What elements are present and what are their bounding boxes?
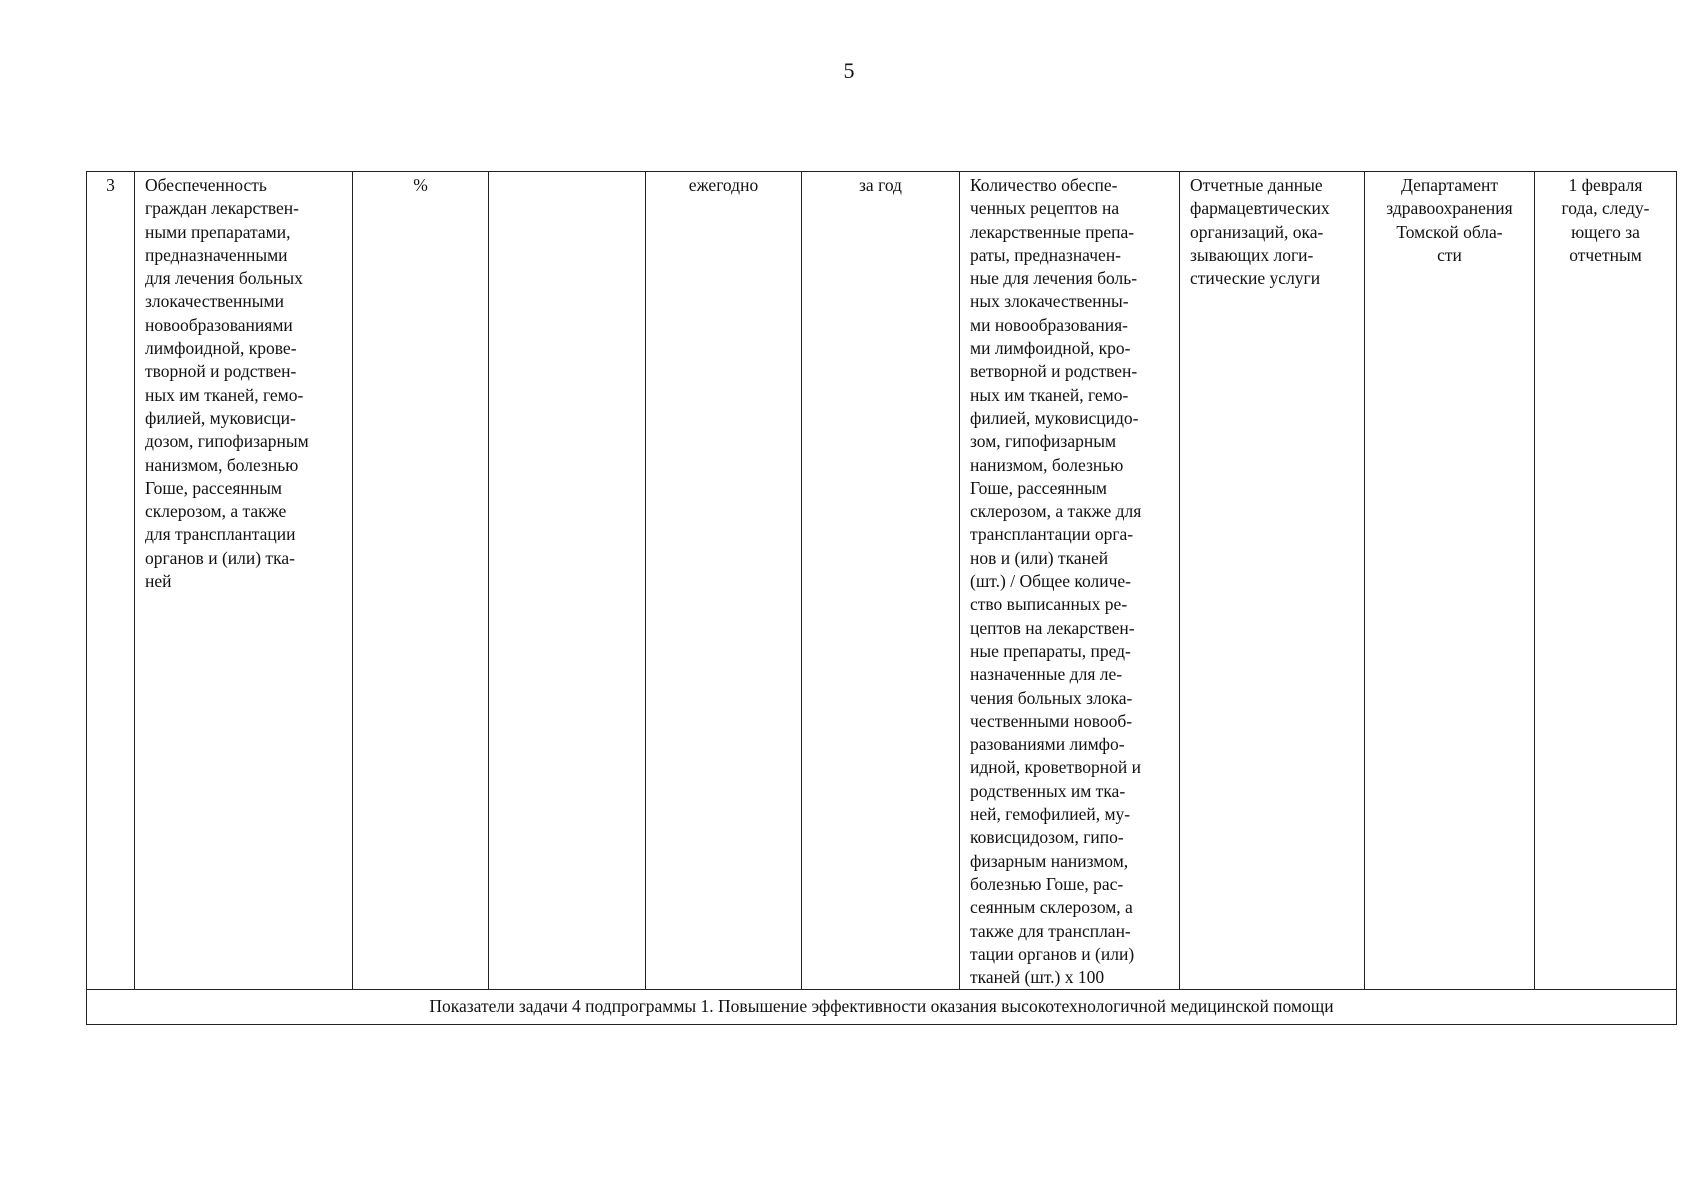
frequency-cell: ежегодно — [646, 172, 802, 990]
section-row — [87, 990, 1677, 1025]
data-source-cell: Отчетные данные фармацевтических организаций, ока- зывающих логи- стические услуги — [1180, 172, 1365, 990]
responsible-cell: Департамент здравоохранения Томской обла- сти — [1365, 172, 1535, 990]
formula-cell: Количество обеспе- ченных рецептов на лекарственные препа- раты, предназначен- ные для лечения боль- ных злокачественны- ми новообразования- ми лимфоидной, кро- ветворной и родствен- ных им тканей, гемо- филией, муковисцидо- зом, гипофизарным нанизмом, болезнью Гоше, рассеянным склерозом, а также для трансплантации орга- нов и (или) тканей (шт.) / Общее количе- ство выписанных ре- цептов на лекарствен- ные препараты, пред- назначенные для ле- чения больных злока- чественными новооб- разованиями лимфо- идной, кроветворной и родственных им тка- ней, гемофилией, му- ковисцидозом, гипо- физарным нанизмом, болезнью Гоше, рас- сеянным склерозом, а также для трансплан- тации органов и (или) тканей (шт.) x 100 — [960, 172, 1180, 990]
row-number-cell: 3 — [87, 172, 135, 990]
empty-cell — [489, 172, 646, 990]
page-number: 5 — [843, 58, 855, 83]
unit-cell: % — [353, 172, 489, 990]
period-cell: за год — [802, 172, 960, 990]
indicators-table — [86, 171, 1677, 1025]
section-title: Показатели задачи 4 подпрограммы 1. Повышение эффективности оказания высокотехнологичной медицинской помощи — [87, 990, 1677, 1025]
deadline-cell: 1 февраля года, следу- ющего за отчетным — [1535, 172, 1677, 990]
table-row — [87, 172, 1677, 990]
indicator-name-cell: Обеспеченность граждан лекарствен- ными препаратами, предназначенными для лечения больных злокачественными новообразованиями лимфоидной, крове- творной и родствен- ных им тканей, гемо- филией, муковисци- дозом, гипофизарным нанизмом, болезнью Гоше, рассеянным склерозом, а также для трансплантации органов и (или) тка- ней — [135, 172, 353, 990]
